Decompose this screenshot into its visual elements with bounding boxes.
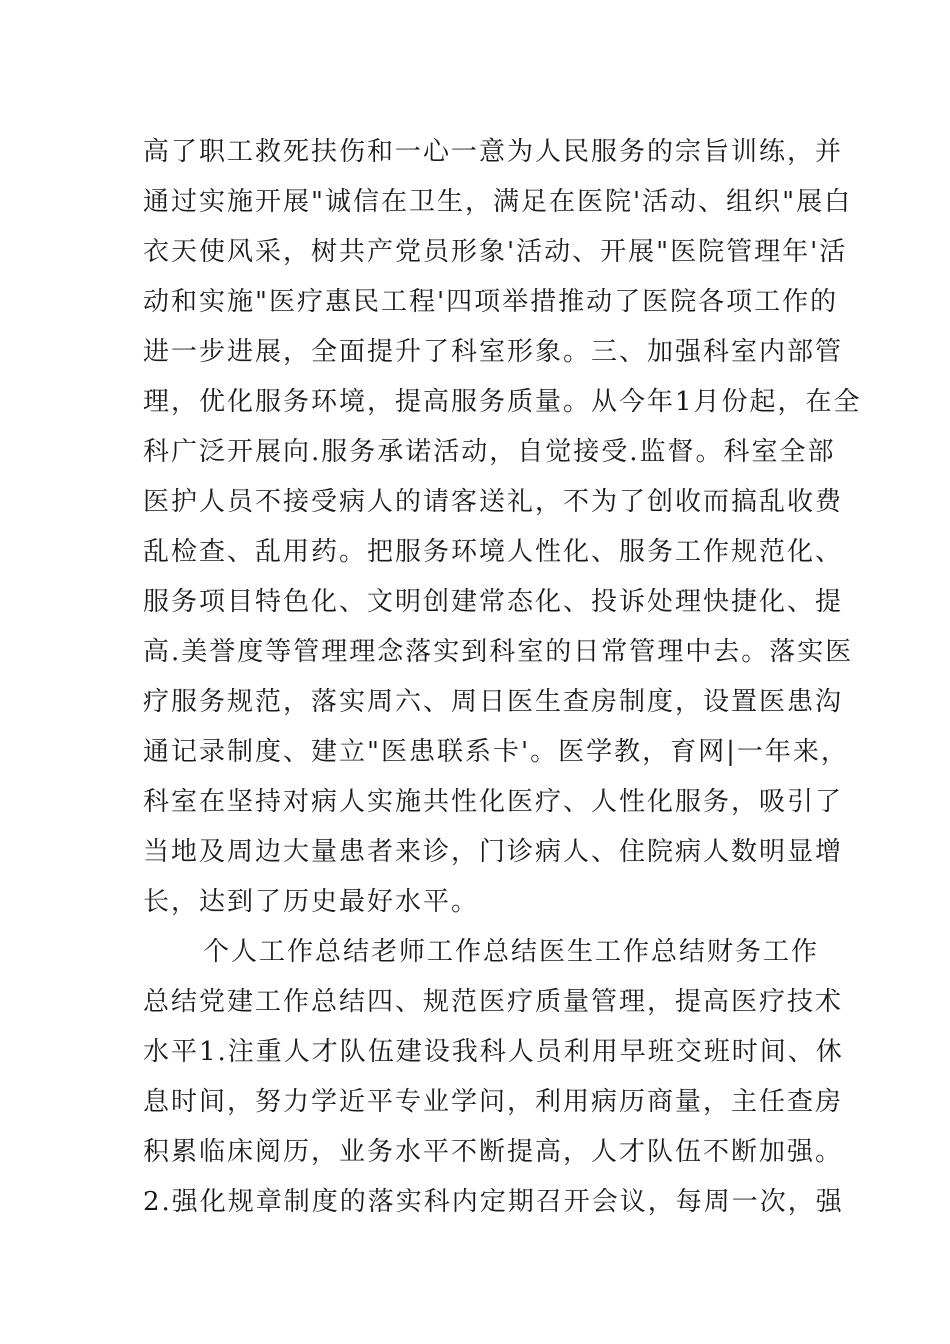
text-line: 总结党建工作总结四、规范医疗质量管理，提高医疗技术 [143,987,844,1017]
text-line: 科广泛开展向.服务承诺活动，自觉接受.监督。科室全部 [143,437,836,467]
text-line: 2.强化规章制度的落实科内定期召开会议，每周一次，强 [143,1187,844,1217]
text-line: 理，优化服务环境，提高服务质量。从今年1月份起，在全 [143,387,862,417]
text-line: 动和实施"医疗惠民工程'四项举措推动了医院各项工作的 [143,287,839,317]
text-line: 高了职工救死扶伤和一心一意为人民服务的宗旨训练，并 [143,137,844,167]
text-line: 长，达到了历史最好水平。 [143,887,480,917]
text-line: 水平1.注重人才队伍建设我科人员利用早班交班时间、休 [143,1037,844,1067]
text-line: 高.美誉度等管理理念落实到科室的日常管理中去。落实医 [143,637,854,667]
text-line: 医护人员不接受病人的请客送礼，不为了创收而搞乱收费 [143,487,844,517]
text-line: 衣天使风采，树共产党员形象'活动、开展"医院管理年'活 [143,237,848,267]
text-line: 当地及周边大量患者来诊，门诊病人、住院病人数明显增 [143,837,844,867]
text-line: 服务项目特色化、文明创建常态化、投诉处理快捷化、提 [143,587,844,617]
text-line: 进一步进展，全面提升了科室形象。三、加强科室内部管 [143,337,844,367]
text-line: 通过实施开展"诚信在卫生，满足在医院'活动、组织"展白 [143,187,853,217]
paragraph-first-line: 个人工作总结老师工作总结医生工作总结财务工作 [203,937,820,967]
text-line: 乱检查、乱用药。把服务环境人性化、服务工作规范化、 [143,537,844,567]
text-line: 通记录制度、建立"医患联系卡'。医学教，育网|一年来， [143,737,849,767]
text-line: 积累临床阅历，业务水平不断提高，人才队伍不断加强。 [143,1137,844,1167]
text-line: 息时间，努力学近平专业学问，利用病历商量，主任查房 [143,1087,844,1117]
text-line: 疗服务规范，落实周六、周日医生查房制度，设置医患沟 [143,687,844,717]
text-line: 科室在坚持对病人实施共性化医疗、人性化服务，吸引了 [143,787,844,817]
